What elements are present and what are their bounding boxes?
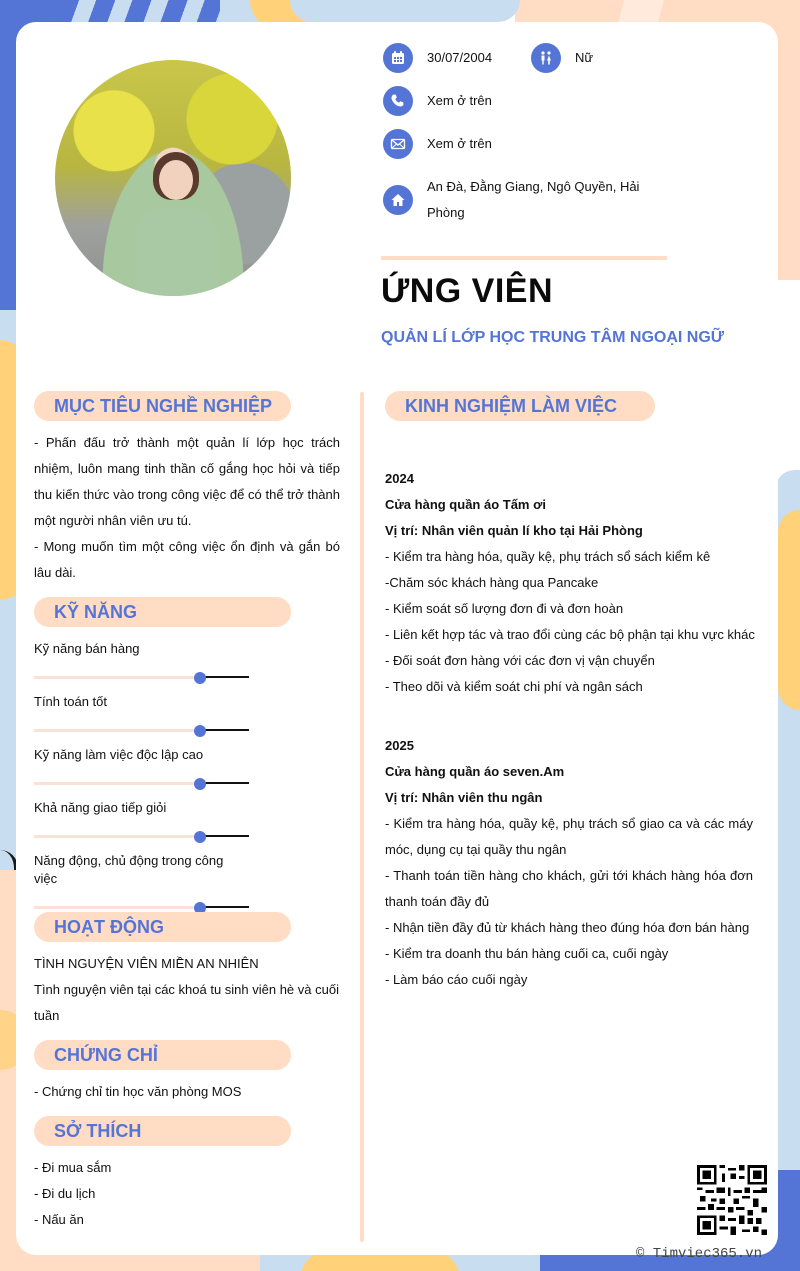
experience-year: 2024 — [385, 471, 414, 486]
certificates-list — [34, 1079, 344, 1105]
certificate-item: - Chứng chỉ tin học văn phòng MOS — [34, 1084, 242, 1099]
experience-duty: - Làm báo cáo cuối ngày — [385, 972, 528, 987]
skill-item: Khả năng giao tiếp giỏi — [34, 799, 249, 843]
activities-text — [34, 951, 344, 1029]
skill-level-knob — [194, 831, 206, 843]
activity-name: TÌNH NGUYỆN VIÊN MIỀN AN NHIÊN — [34, 956, 259, 971]
phone-value[interactable]: Xem ở trên — [427, 93, 492, 108]
candidate-name: ỨNG VIÊN — [381, 272, 554, 310]
experience-duty: - Liên kết hợp tác và trao đổi cùng các bộ phận tại khu vực khác — [385, 627, 755, 642]
skill-level-bar — [34, 672, 249, 684]
column-divider — [360, 392, 364, 1242]
skill-item: Kỹ năng làm việc độc lập cao — [34, 746, 249, 790]
watermark: © Timviec365.vn — [636, 1246, 763, 1262]
section-header-activities: HOẠT ĐỘNG — [34, 912, 291, 942]
address-row — [383, 174, 639, 226]
skill-item: Năng động, chủ động trong công việc — [34, 852, 249, 914]
avatar — [55, 60, 291, 296]
skill-level-knob — [194, 778, 206, 790]
section-header-objective: MỤC TIÊU NGHỀ NGHIỆP — [34, 391, 291, 421]
gender-row — [531, 43, 593, 73]
experience-duty: - Đối soát đơn hàng với các đơn vị vận chuyển — [385, 653, 655, 668]
experience-company: Cửa hàng quần áo Tấm ơi — [385, 497, 546, 512]
cv-card — [16, 22, 778, 1255]
mail-icon — [383, 129, 413, 159]
hobby-item: - Đi mua sắm — [34, 1160, 112, 1175]
skill-level-bar — [34, 725, 249, 737]
section-header-skills: KỸ NĂNG — [34, 597, 291, 627]
experience-position: Vị trí: Nhân viên thu ngân — [385, 790, 543, 805]
qr-code-icon[interactable] — [697, 1165, 767, 1235]
phone-row — [383, 86, 492, 116]
experience-duty: -Chăm sóc khách hàng qua Pancake — [385, 575, 599, 590]
experience-duty: - Kiểm tra hàng hóa, quầy kệ, phụ trách sổ giao ca và các máy móc, dụng cụ tại quầy thu ngân — [385, 816, 753, 857]
calendar-icon — [383, 43, 413, 73]
gender-icon — [531, 43, 561, 73]
skill-level-bar — [34, 831, 249, 843]
section-header-certificates: CHỨNG CHỈ — [34, 1040, 291, 1070]
section-header-hobbies: SỞ THÍCH — [34, 1116, 291, 1146]
experience-position: Vị trí: Nhân viên quản lí kho tại Hải Phòng — [385, 523, 643, 538]
hobbies-list — [34, 1155, 344, 1233]
gender-value: Nữ — [575, 50, 594, 65]
job-title: QUẢN LÍ LỚP HỌC TRUNG TÂM NGOẠI NGỮ — [381, 329, 725, 346]
experience-year: 2025 — [385, 738, 414, 753]
experience-item — [385, 733, 753, 993]
hobby-item: - Nấu ăn — [34, 1212, 84, 1227]
name-accent-line — [381, 256, 667, 260]
skill-item: Kỹ năng bán hàng — [34, 640, 249, 684]
birthday-row — [383, 43, 492, 73]
email-row — [383, 129, 492, 159]
email-value[interactable]: Xem ở trên — [427, 136, 492, 151]
objective-text: - Phấn đấu trở thành một quản lí lớp học trách nhiệm, luôn mang tinh thần cố gắng học hỏi và tiếp thu kiến thức vào trong công việc để có thể trở thành một người nhân viên ưu tú. - Mong muốn tìm một công việc ổn định và gắn bó lâu dài. — [34, 435, 340, 580]
experience-duty: - Nhận tiền đầy đủ từ khách hàng theo đúng hóa đơn bán hàng — [385, 920, 750, 935]
section-header-experience: KINH NGHIỆM LÀM VIỆC — [385, 391, 655, 421]
activity-description: Tình nguyện viên tại các khoá tu sinh viên hè và cuối tuần — [34, 982, 339, 1023]
address-value: An Đà, Đằng Giang, Ngô Quyền, Hải Phòng — [427, 179, 640, 220]
experience-duty: - Kiểm tra hàng hóa, quầy kệ, phụ trách sổ sách kiểm kê — [385, 549, 711, 564]
hobby-item: - Đi du lịch — [34, 1186, 96, 1201]
skill-item: Tính toán tốt — [34, 693, 249, 737]
skill-level-bar — [34, 778, 249, 790]
experience-company: Cửa hàng quần áo seven.Am — [385, 764, 565, 779]
birthday-value: 30/07/2004 — [427, 50, 493, 65]
experience-duty: - Kiểm tra doanh thu bán hàng cuối ca, cuối ngày — [385, 946, 669, 961]
experience-item — [385, 466, 757, 700]
home-icon — [383, 185, 413, 215]
skill-level-knob — [194, 672, 206, 684]
phone-icon — [383, 86, 413, 116]
skill-level-knob — [194, 725, 206, 737]
experience-duty: - Thanh toán tiền hàng cho khách, gửi tới khách hàng hóa đơn thanh toán đầy đủ — [385, 868, 753, 909]
experience-duty: - Theo dõi và kiểm soát chi phí và ngân sách — [385, 679, 643, 694]
experience-duty: - Kiểm soát số lượng đơn đi và đơn hoàn — [385, 601, 624, 616]
